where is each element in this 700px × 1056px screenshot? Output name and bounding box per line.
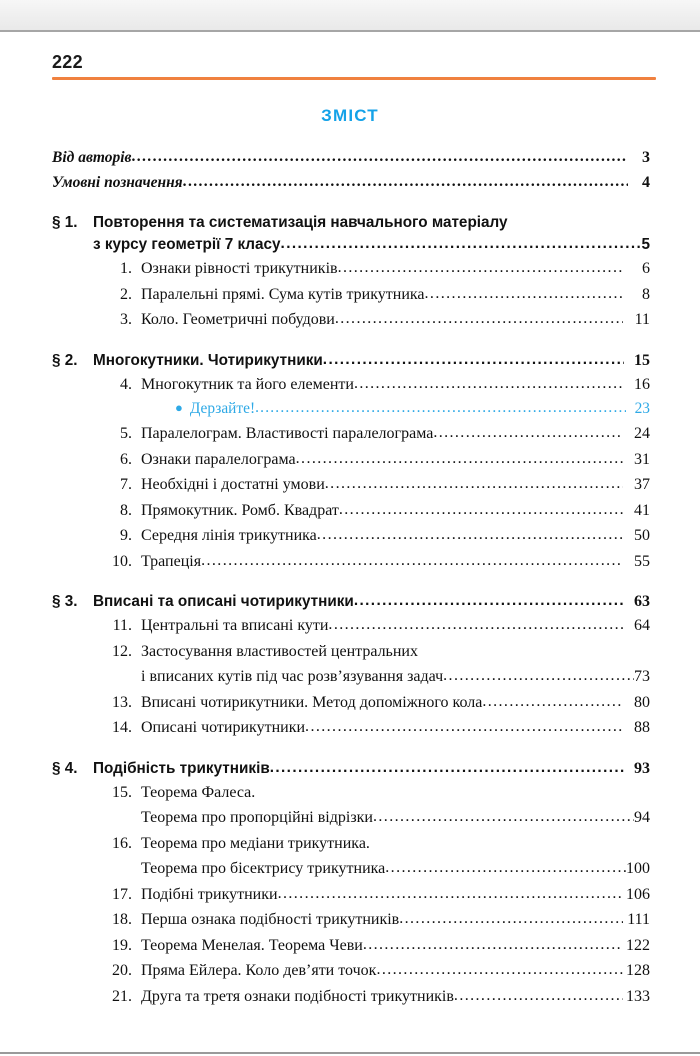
toc-section bbox=[52, 591, 650, 741]
toc-entry-label: Теорема Фалеса. bbox=[141, 783, 256, 801]
toc-section-label-2: з курсу геометрії 7 класу bbox=[93, 236, 281, 253]
toc-entry-page: 24 bbox=[634, 425, 650, 442]
toc-entry[interactable] bbox=[52, 933, 650, 959]
toc-entry-page: 50 bbox=[634, 527, 650, 544]
page-number: 222 bbox=[52, 52, 83, 72]
toc-section bbox=[52, 212, 650, 333]
toc-entry-label-2: і вписаних кутів під час розв’язування задач bbox=[141, 668, 444, 685]
toc-section-label: Многокутники. Чотирикутники bbox=[93, 351, 323, 369]
toc-entry-label: Подібні трикутники bbox=[141, 885, 278, 903]
header-rule bbox=[52, 77, 656, 80]
toc-entry[interactable] bbox=[52, 780, 650, 806]
dot-leader bbox=[443, 663, 634, 689]
page-header bbox=[0, 34, 700, 80]
toc-entry[interactable] bbox=[52, 907, 650, 933]
toc-entry-number: 19. bbox=[112, 936, 132, 954]
toc-entry-label: Вписані чотирикутники. Метод допоміжного кола bbox=[141, 693, 483, 711]
toc-entry-number: 6. bbox=[120, 450, 132, 468]
toc-entry[interactable] bbox=[52, 472, 650, 498]
toc-entry-number: 21. bbox=[112, 987, 132, 1005]
document-page bbox=[0, 34, 700, 1054]
dot-leader bbox=[399, 906, 623, 932]
toc-entry-page: 128 bbox=[626, 962, 650, 979]
toc-entry-label: Необхідні і достатні умови bbox=[141, 476, 325, 493]
toc-entry[interactable] bbox=[52, 421, 650, 447]
toc-entry-page: 55 bbox=[634, 552, 650, 570]
dot-leader bbox=[323, 349, 624, 371]
toc-entry-front[interactable] bbox=[52, 145, 650, 170]
toc-entry[interactable] bbox=[52, 984, 650, 1010]
toc-entry-label-2: Теорема про бісектрису трикутника bbox=[141, 860, 386, 877]
toc-entry-line2[interactable] bbox=[52, 664, 650, 690]
toc-section-number: § 3. bbox=[52, 593, 78, 610]
dot-leader bbox=[325, 471, 623, 497]
toc-entry-page: 11 bbox=[634, 311, 650, 328]
toc-entry-label: Застосування властивостей центральних bbox=[141, 642, 418, 660]
toc-entry-number: 9. bbox=[120, 527, 132, 544]
dot-leader bbox=[339, 497, 623, 523]
toc-section-page: 93 bbox=[634, 759, 650, 777]
dot-leader bbox=[373, 804, 634, 830]
toc-entry-number: 2. bbox=[120, 285, 132, 303]
toc-entry-page: 3 bbox=[642, 149, 650, 166]
dot-leader bbox=[354, 371, 623, 397]
toc-entry-page: 16 bbox=[634, 375, 650, 393]
toc-entry-page: 94 bbox=[634, 809, 650, 826]
toc-entry-page: 23 bbox=[634, 400, 650, 417]
dot-leader bbox=[433, 420, 623, 446]
toc-entry[interactable] bbox=[52, 831, 650, 857]
dot-leader bbox=[278, 881, 623, 907]
toc-entry[interactable] bbox=[52, 498, 650, 524]
dot-leader bbox=[482, 689, 623, 715]
toc-entry-page: 64 bbox=[634, 617, 650, 634]
toc-entry-page: 31 bbox=[634, 450, 650, 468]
toc-section-number: § 4. bbox=[52, 759, 78, 777]
dot-leader bbox=[183, 169, 628, 194]
toc-entry-label: Друга та третя ознаки подібності трикутників bbox=[141, 987, 454, 1005]
dot-leader bbox=[270, 757, 624, 779]
dot-leader bbox=[354, 590, 624, 612]
toc-entry-number: 16. bbox=[112, 834, 132, 852]
toc-entry[interactable] bbox=[52, 307, 650, 333]
toc-entry-page: 8 bbox=[642, 285, 650, 303]
toc-entry-page: 122 bbox=[626, 936, 650, 954]
toc-entry-label: Ознаки паралелограма bbox=[141, 450, 296, 468]
toc-section-page: 63 bbox=[634, 593, 650, 610]
toc-entry-number: 12. bbox=[112, 642, 132, 660]
toc-entry-number: 15. bbox=[112, 783, 132, 801]
toc-section-heading-line2[interactable] bbox=[52, 234, 650, 256]
toc-entry-label: Теорема про медіани трикутника. bbox=[141, 834, 370, 852]
toc-entry-label: Ознаки рівності трикутників bbox=[141, 260, 338, 277]
toc-section-label: Вписані та описані чотирикутники bbox=[93, 593, 354, 610]
toc-entry-page: 4 bbox=[642, 174, 650, 191]
toc-entry-label: Умовні позначення bbox=[52, 174, 183, 191]
page-title: ЗМІСТ bbox=[321, 106, 379, 125]
toc-entry-page: 73 bbox=[634, 668, 650, 685]
dot-leader bbox=[338, 255, 623, 281]
toc-entry-line2[interactable] bbox=[52, 805, 650, 831]
toc-entry-page: 111 bbox=[627, 911, 650, 928]
toc-entry-number: 7. bbox=[120, 476, 132, 493]
toc-section-heading[interactable] bbox=[52, 212, 650, 234]
toc-entry[interactable] bbox=[52, 639, 650, 665]
dot-leader bbox=[317, 522, 623, 548]
toc-entry-number: 3. bbox=[120, 311, 132, 328]
toc-section-label: Подібність трикутників bbox=[93, 759, 270, 777]
toc-entry-label: Пряма Ейлера. Коло дев’яти точок bbox=[141, 962, 377, 979]
toc-entry-page: 100 bbox=[626, 860, 650, 877]
toc-section-page: 15 bbox=[634, 351, 650, 369]
dot-leader bbox=[281, 233, 642, 255]
toc-section-heading[interactable] bbox=[52, 758, 650, 780]
toc-entry-label: Прямокутник. Ромб. Квадрат bbox=[141, 501, 339, 519]
toc-section-number: § 2. bbox=[52, 351, 78, 369]
toc-entry-number: 20. bbox=[112, 962, 132, 979]
toc-entry-page: 6 bbox=[642, 260, 650, 277]
toc-section-heading[interactable] bbox=[52, 591, 650, 613]
toc-entry-number: 17. bbox=[112, 885, 132, 903]
dot-leader bbox=[425, 281, 623, 307]
toc-entry-label: Паралелограм. Властивості паралелограма bbox=[141, 425, 434, 442]
toc-entry-label: Трапеція bbox=[141, 552, 202, 570]
toc-entry-page: 133 bbox=[626, 987, 650, 1005]
toc-entry-line2[interactable] bbox=[52, 856, 650, 882]
dot-leader bbox=[376, 957, 623, 983]
dot-leader bbox=[385, 855, 626, 881]
table-of-contents bbox=[0, 145, 700, 1009]
toc-section bbox=[52, 350, 650, 575]
toc-section-page: 5 bbox=[641, 236, 650, 253]
toc-entry-number: 18. bbox=[112, 911, 132, 928]
toc-entry[interactable] bbox=[52, 715, 650, 741]
toc-entry-label: Паралельні прямі. Сума кутів трикутника bbox=[141, 285, 425, 303]
toc-entry-number: 13. bbox=[112, 693, 132, 711]
toc-entry[interactable] bbox=[52, 447, 650, 473]
toc-entry[interactable] bbox=[52, 549, 650, 575]
dot-leader bbox=[335, 306, 623, 332]
toc-entry[interactable] bbox=[52, 256, 650, 282]
toc-entry[interactable] bbox=[52, 690, 650, 716]
toc-entry-number: 14. bbox=[112, 719, 132, 736]
dot-leader bbox=[363, 932, 623, 958]
toc-entry-number: 5. bbox=[120, 425, 132, 442]
toc-entry-label: Описані чотирикутники bbox=[141, 719, 306, 736]
toc-entry[interactable] bbox=[52, 958, 650, 984]
toc-entry-label: Середня лінія трикутника bbox=[141, 527, 317, 544]
toc-entry-highlight[interactable] bbox=[52, 397, 650, 421]
toc-entry-label: Центральні та вписані кути bbox=[141, 617, 329, 634]
dot-leader bbox=[305, 714, 623, 740]
dot-leader bbox=[131, 144, 628, 169]
bullet-icon: ● bbox=[175, 400, 183, 415]
toc-section-label: Повторення та систематизація навчального матеріалу bbox=[93, 214, 508, 231]
toc-entry-label: Теорема Менелая. Теорема Чеви bbox=[141, 936, 363, 954]
toc-entry[interactable] bbox=[52, 882, 650, 908]
toc-entry-label: Перша ознака подібності трикутників bbox=[141, 911, 400, 928]
toc-section-heading[interactable] bbox=[52, 350, 650, 372]
toc-entry-number: 10. bbox=[112, 552, 132, 570]
dot-leader bbox=[296, 446, 623, 472]
toc-entry-page: 80 bbox=[634, 693, 650, 711]
toc-section bbox=[52, 758, 650, 1010]
toc-entry-front[interactable] bbox=[52, 170, 650, 195]
toc-entry[interactable] bbox=[52, 613, 650, 639]
viewer-toolbar[interactable] bbox=[0, 0, 700, 32]
dot-leader bbox=[454, 983, 623, 1009]
toc-entry-page: 37 bbox=[634, 476, 650, 493]
toc-entry[interactable] bbox=[52, 523, 650, 549]
toc-entry-label: Многокутник та його елементи bbox=[141, 375, 354, 393]
toc-entry-label: Від авторів bbox=[52, 149, 132, 166]
toc-entry-number: 4. bbox=[120, 375, 132, 393]
toc-entry-page: 41 bbox=[634, 501, 650, 519]
dot-leader bbox=[201, 548, 623, 574]
toc-entry-label-2: Теорема про пропорційні відрізки bbox=[141, 809, 373, 826]
toc-entry-number: 8. bbox=[120, 501, 132, 519]
toc-entry-label: Коло. Геометричні побудови bbox=[141, 311, 335, 328]
toc-entry-number: 1. bbox=[120, 260, 132, 277]
toc-section-number: § 1. bbox=[52, 214, 78, 231]
dot-leader bbox=[255, 396, 626, 420]
toc-entry-label: Дерзайте! bbox=[189, 400, 256, 417]
toc-entry-number: 11. bbox=[112, 617, 132, 634]
toc-entry[interactable] bbox=[52, 372, 650, 398]
toc-entry-page: 88 bbox=[634, 719, 650, 736]
toc-entry[interactable] bbox=[52, 282, 650, 308]
dot-leader bbox=[328, 612, 623, 638]
toc-entry-page: 106 bbox=[626, 885, 650, 903]
